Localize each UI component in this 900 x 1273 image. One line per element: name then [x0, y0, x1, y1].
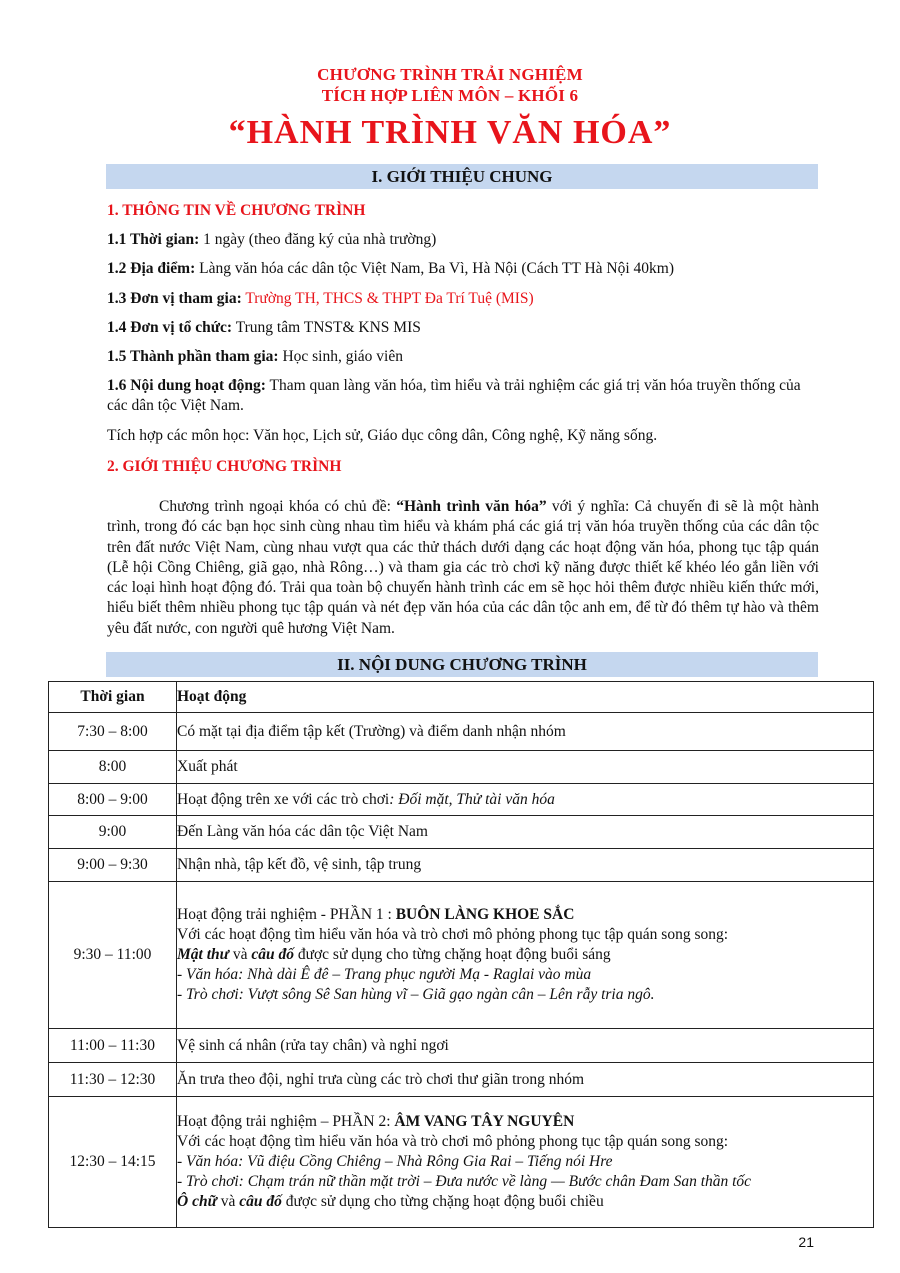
section-1-band: I. GIỚI THIỆU CHUNG — [106, 164, 818, 189]
info-label: 1.5 Thành phần tham gia: — [107, 348, 279, 365]
table-row — [49, 816, 874, 849]
row-time: 7:30 – 8:00 — [49, 713, 177, 751]
row-time: 8:00 — [49, 751, 177, 784]
program-title: “HÀNH TRÌNH VĂN HÓA” — [228, 114, 672, 151]
col-time-header: Thời gian — [49, 682, 177, 713]
table-row — [49, 1029, 874, 1063]
row-activity: Đến Làng văn hóa các dân tộc Việt Nam — [177, 816, 874, 849]
table-row — [49, 713, 874, 751]
row-time: 11:30 – 12:30 — [49, 1063, 177, 1097]
row-time: 9:30 – 11:00 — [49, 882, 177, 1029]
col-activity-header: Hoạt động — [177, 682, 874, 713]
table-row — [49, 849, 874, 882]
info-value: 1 ngày (theo đăng ký của nhà trường) — [199, 231, 437, 248]
row-activity: Xuất phát — [177, 751, 874, 784]
row-activity: Hoạt động trên xe với các trò chơi: Đối mặt, Thử tài văn hóa — [177, 784, 874, 816]
row-time: 9:00 – 9:30 — [49, 849, 177, 882]
row-time: 8:00 – 9:00 — [49, 784, 177, 816]
row-time: 9:00 — [49, 816, 177, 849]
row-activity: Ăn trưa theo đội, nghỉ trưa cùng các trò chơi thư giãn trong nhóm — [177, 1063, 874, 1097]
info-label: 1.2 Địa điểm: — [107, 260, 196, 277]
info-label: 1.1 Thời gian: — [107, 231, 200, 248]
info-item-attendees — [107, 347, 822, 367]
row-activity: Vệ sinh cá nhân (rửa tay chân) và nghỉ ngơi — [177, 1029, 874, 1063]
info-label: 1.3 Đơn vị tham gia: — [107, 290, 242, 307]
intro-paragraph: Chương trình ngoại khóa có chủ đề: “Hành trình văn hóa” với ý nghĩa: Cả chuyến đi sẽ là một hành trình, trong đó các bạn học sinh cùng nhau tìm hiểu và khám phá các giá trị văn hóa truyền thống của các dân tộc trên đất nước Việt Nam, cùng nhau vượt qua các thử thách dưới dạng các hoạt động văn hóa, phong tục tập quán (Lễ hội Cồng Chiêng, giã gạo, nhà Rông…) và tham gia các trò chơi kỹ năng được thiết kế khéo léo gắn liền với các loại hình hoạt động đó. Trải qua toàn bộ chuyến hành trình các em sẽ học hỏi thêm được nhiều kiến thức mới, hiểu biết thêm nhiều phong tục tập quán và nét đẹp văn hóa của các dân tộc anh em, để từ đó thêm tự hào và thêm yêu đất nước, con người quê hương Việt Nam. — [107, 498, 819, 637]
row-activity: Hoạt động trải nghiệm – PHẦN 2: ÂM VANG TÂY NGUYÊN Với các hoạt động tìm hiểu văn hóa và trò chơi mô phỏng phong tục tập quán song song: - Văn hóa: Vũ điệu Cồng Chiêng – Nhà Rông Gia Rai – Tiếng nói Hre - Trò chơi: Chạm trán nữ thần mặt trời – Đưa nước về làng — Bước chân Đam San thần tốc Ô chữ và câu đố được sử dụng cho từng chặng hoạt động buổi chiều — [177, 1097, 874, 1228]
table-row — [49, 784, 874, 816]
program-subtitle-line2: TÍCH HỢP LIÊN MÔN – KHỐI 6 — [321, 86, 579, 105]
info-item-organizer — [107, 318, 822, 338]
info-item-location — [107, 259, 822, 279]
row-activity: Có mặt tại địa điểm tập kết (Trường) và điểm danh nhận nhóm — [177, 713, 874, 751]
section-2-band: II. NỘI DUNG CHƯƠNG TRÌNH — [106, 652, 818, 677]
info-value: Tham quan làng văn hóa, tìm hiểu và trải nghiệm các giá trị văn hóa truyền thống của các dân tộc Việt Nam. — [107, 377, 801, 414]
info-item-content — [107, 376, 819, 416]
table-row — [49, 1063, 874, 1097]
heading-program-info: 1. THÔNG TIN VỀ CHƯƠNG TRÌNH — [107, 202, 366, 219]
table-header-row — [49, 682, 874, 713]
table-row — [49, 751, 874, 784]
table-row — [49, 1097, 874, 1228]
program-subtitle-line1: CHƯƠNG TRÌNH TRẢI NGHIỆM — [317, 65, 583, 84]
heading-program-intro: 2. GIỚI THIỆU CHƯƠNG TRÌNH — [107, 458, 342, 475]
row-activity: Hoạt động trải nghiệm - PHẦN 1 : BUÔN LÀNG KHOE SẮC Với các hoạt động tìm hiểu văn hóa và trò chơi mô phỏng phong tục tập quán song song: Mật thư và câu đố được sử dụng cho từng chặng hoạt động buổi sáng - Văn hóa: Nhà dài Ê đê – Trang phục người Mạ - Raglai vào mùa - Trò chơi: Vượt sông Sê San hùng vĩ – Giã gạo ngàn cân – Lên rẫy tria ngô. — [177, 882, 874, 1029]
row-time: 11:00 – 11:30 — [49, 1029, 177, 1063]
info-value: Trung tâm TNST& KNS MIS — [232, 319, 421, 336]
info-label: 1.4 Đơn vị tổ chức: — [107, 319, 233, 336]
schedule-table — [48, 681, 874, 1228]
info-value: Làng văn hóa các dân tộc Việt Nam, Ba Vì, Hà Nội (Cách TT Hà Nội 40km) — [195, 260, 674, 277]
table-row — [49, 882, 874, 1029]
row-activity: Nhận nhà, tập kết đồ, vệ sinh, tập trung — [177, 849, 874, 882]
info-item-time — [107, 230, 822, 250]
integration-subjects: Tích hợp các môn học: Văn học, Lịch sử, Giáo dục công dân, Công nghệ, Kỹ năng sống. — [107, 427, 658, 444]
info-value: Học sinh, giáo viên — [278, 348, 403, 365]
row-time: 12:30 – 14:15 — [49, 1097, 177, 1228]
page-number: 21 — [798, 1234, 814, 1250]
info-label: 1.6 Nội dung hoạt động: — [107, 377, 266, 394]
info-item-participant-unit — [107, 289, 822, 309]
info-value: Trường TH, THCS & THPT Đa Trí Tuệ (MIS) — [241, 290, 534, 307]
